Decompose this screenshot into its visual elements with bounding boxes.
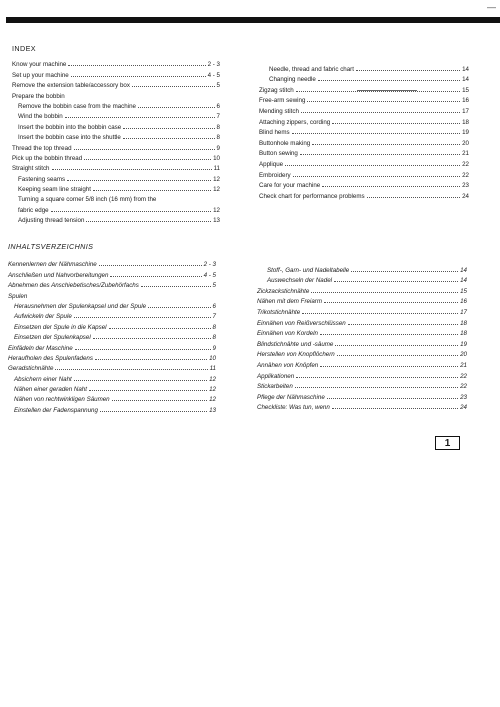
toc-entry-page: 15 bbox=[460, 287, 467, 295]
index-right-column bbox=[259, 62, 469, 200]
toc-entry-title: Know your machine bbox=[12, 61, 67, 69]
toc-entry-title: Nähen einer geraden Naht bbox=[14, 386, 87, 394]
toc-entry-title: Einnähen von Kordeln bbox=[257, 330, 318, 338]
toc-leader-dots bbox=[71, 76, 206, 77]
index-heading: INDEX bbox=[12, 44, 36, 53]
toc-entry-title: Geradstichnähte bbox=[8, 365, 54, 373]
toc-entry-page: 20 bbox=[460, 351, 467, 359]
toc-entry bbox=[8, 341, 216, 351]
toc-entry bbox=[12, 89, 220, 99]
toc-entry-title: Annähen von Knöpfen bbox=[257, 361, 319, 369]
toc-leader-dots bbox=[109, 328, 211, 329]
toc-leader-dots bbox=[293, 176, 460, 177]
toc-entry bbox=[257, 380, 467, 391]
toc-leader-dots bbox=[123, 138, 215, 139]
toc-entry bbox=[8, 393, 216, 403]
toc-entry-title: Herausnehmen der Spulenkapsel und der Spule bbox=[14, 302, 147, 310]
toc-entry-page: 16 bbox=[460, 298, 467, 306]
toc-entry-page: 17 bbox=[462, 107, 469, 115]
toc-entry bbox=[257, 316, 467, 327]
toc-entry-title: Absichern einer Naht bbox=[14, 375, 72, 383]
toc-entry bbox=[259, 73, 469, 84]
toc-entry-title: Aufwickeln der Spule bbox=[14, 313, 72, 321]
toc-entry bbox=[8, 372, 216, 382]
toc-entry-title: Remove the bobbin case from the machine bbox=[18, 102, 136, 110]
toc-entry-title: Auswechseln der Nadel bbox=[267, 277, 333, 285]
toc-entry-title: Pflege der Nähmaschine bbox=[257, 393, 325, 401]
toc-entry bbox=[12, 120, 220, 130]
toc-entry bbox=[12, 193, 220, 203]
toc-entry-title: Needle, thread and fabric chart bbox=[269, 65, 354, 73]
toc-entry-title: Free-arm sewing bbox=[259, 97, 306, 105]
toc-entry bbox=[12, 214, 220, 224]
toc-leader-dots bbox=[89, 390, 207, 391]
toc-leader-dots bbox=[334, 281, 458, 282]
toc-entry-page: 12 bbox=[213, 206, 220, 214]
toc-entry-title: Adjusting thread tension bbox=[18, 217, 85, 225]
toc-entry bbox=[257, 401, 467, 412]
toc-entry-page: 22 bbox=[460, 383, 467, 391]
toc-entry bbox=[259, 126, 469, 137]
toc-entry bbox=[259, 157, 469, 168]
toc-leader-dots bbox=[285, 165, 460, 166]
toc-entry-title: Keeping seam line straight bbox=[18, 186, 91, 194]
inhaltsverzeichnis-heading: INHALTSVERZEICHNIS bbox=[8, 242, 94, 251]
toc-leader-dots bbox=[74, 149, 215, 150]
toc-entry-title: Thread the top thread bbox=[12, 144, 72, 152]
toc-entry-title: Einfädeln der Maschine bbox=[8, 344, 73, 352]
toc-entry-page: 10 bbox=[209, 354, 216, 362]
toc-leader-dots bbox=[332, 123, 460, 124]
toc-leader-dots bbox=[356, 70, 460, 71]
toc-entry-title: Fastening seams bbox=[18, 175, 66, 183]
toc-leader-dots bbox=[112, 400, 207, 401]
toc-entry-title: Straight stitch bbox=[12, 165, 50, 173]
toc-entry bbox=[257, 305, 467, 316]
toc-entry-title: Changing needle bbox=[269, 76, 316, 84]
corner-mark: — bbox=[487, 2, 496, 12]
toc-entry-page: 8 bbox=[216, 134, 220, 142]
toc-entry bbox=[12, 79, 220, 89]
toc-leader-dots bbox=[55, 369, 207, 370]
toc-leader-dots bbox=[86, 221, 211, 222]
toc-leader-dots bbox=[132, 86, 215, 87]
toc-entry-page: 12 bbox=[209, 386, 216, 394]
toc-entry bbox=[8, 320, 216, 330]
toc-entry-page: 22 bbox=[462, 160, 469, 168]
toc-entry-page: 14 bbox=[460, 266, 467, 274]
toc-entry bbox=[12, 183, 220, 193]
toc-leader-dots bbox=[348, 324, 458, 325]
toc-entry-title: Blindstichnähte und -säume bbox=[257, 340, 334, 348]
toc-entry bbox=[12, 131, 220, 141]
toc-leader-dots bbox=[84, 159, 211, 160]
toc-entry-title: Insert the bobbin into the bobbin case bbox=[18, 123, 122, 131]
toc-leader-dots bbox=[318, 80, 460, 81]
toc-leader-dots bbox=[367, 197, 461, 198]
toc-entry bbox=[259, 168, 469, 179]
toc-entry-title: Einstellen der Fadenspannung bbox=[14, 406, 98, 414]
toc-leader-dots bbox=[295, 387, 458, 388]
toc-entry bbox=[259, 136, 469, 147]
toc-entry-title: Spulen bbox=[8, 292, 28, 300]
toc-entry-title: Insert the bobbin case into the shuttle bbox=[18, 134, 121, 142]
page-number-box bbox=[435, 436, 460, 450]
toc-entry-page: 17 bbox=[460, 308, 467, 316]
toc-entry-page: 14 bbox=[462, 76, 469, 84]
toc-entry-page: 4 - 5 bbox=[203, 271, 216, 279]
toc-entry-page: 8 bbox=[212, 334, 216, 342]
toc-entry-page: 19 bbox=[460, 340, 467, 348]
toc-entry-title: Trikotstichnähte bbox=[257, 308, 301, 316]
toc-leader-dots bbox=[100, 411, 207, 412]
inhalt-left-column bbox=[8, 258, 216, 414]
toc-entry-title: Herstellen von Knopflöchern bbox=[257, 351, 335, 359]
toc-entry-page: 6 bbox=[212, 302, 216, 310]
toc-entry-page: 10 bbox=[213, 154, 220, 162]
toc-entry-page: 9 bbox=[216, 144, 220, 152]
toc-entry bbox=[12, 141, 220, 151]
toc-leader-dots bbox=[65, 117, 215, 118]
toc-entry-page: 21 bbox=[462, 150, 469, 158]
toc-leader-dots bbox=[74, 317, 211, 318]
toc-entry-page: 12 bbox=[213, 186, 220, 194]
toc-entry bbox=[8, 362, 216, 372]
toc-leader-dots bbox=[138, 107, 215, 108]
toc-entry bbox=[12, 203, 220, 213]
toc-entry-page: 8 bbox=[216, 123, 220, 131]
toc-leader-dots bbox=[292, 133, 461, 134]
toc-leader-dots bbox=[335, 345, 458, 346]
toc-entry bbox=[257, 295, 467, 306]
toc-entry-page: 18 bbox=[460, 330, 467, 338]
toc-entry-page: 5 bbox=[212, 282, 216, 290]
toc-entry-page: 24 bbox=[462, 192, 469, 200]
toc-entry-page: 18 bbox=[460, 319, 467, 327]
toc-entry-title: Kennenlernen der Nähmaschine bbox=[8, 261, 97, 269]
toc-entry-title: Remove the extension table/accessory box bbox=[12, 82, 130, 90]
toc-entry-title: Stickarbeiten bbox=[257, 383, 293, 391]
toc-entry-title: Einnähen von Reißverschlüssen bbox=[257, 319, 346, 327]
toc-entry bbox=[8, 352, 216, 362]
toc-entry-page: 9 bbox=[212, 344, 216, 352]
toc-entry-title: Nähen mit dem Freiarm bbox=[257, 298, 322, 306]
toc-entry-page: 24 bbox=[460, 404, 467, 412]
toc-leader-dots bbox=[320, 334, 458, 335]
toc-entry-title: Pick up the bobbin thread bbox=[12, 154, 83, 162]
toc-entry-page: 22 bbox=[460, 372, 467, 380]
toc-entry bbox=[12, 68, 220, 78]
toc-leader-dots bbox=[51, 211, 211, 212]
toc-entry bbox=[259, 83, 469, 94]
toc-entry-title: Prepare the bobbin bbox=[12, 92, 65, 100]
toc-entry-page: 23 bbox=[460, 393, 467, 401]
toc-leader-dots bbox=[302, 313, 458, 314]
toc-entry-page: 13 bbox=[209, 406, 216, 414]
toc-entry-page: 21 bbox=[460, 361, 467, 369]
toc-entry bbox=[259, 189, 469, 200]
toc-entry-page: 7 bbox=[212, 313, 216, 321]
toc-leader-dots bbox=[320, 366, 458, 367]
toc-leader-dots bbox=[52, 169, 212, 170]
toc-entry-page: 11 bbox=[213, 165, 220, 173]
toc-entry-page: 2 - 3 bbox=[207, 61, 220, 69]
toc-entry-page: 7 bbox=[216, 113, 220, 121]
toc-leader-dots bbox=[322, 186, 460, 187]
toc-entry-title: fabric edge bbox=[18, 206, 49, 214]
toc-entry bbox=[259, 147, 469, 158]
toc-entry bbox=[12, 172, 220, 182]
toc-entry bbox=[257, 284, 467, 295]
toc-leader-dots bbox=[148, 307, 210, 308]
toc-leader-dots bbox=[95, 359, 207, 360]
toc-entry-title: Wind the bobbin bbox=[18, 113, 63, 121]
toc-leader-dots bbox=[327, 398, 458, 399]
toc-entry bbox=[257, 263, 467, 274]
toc-entry-title: Attaching zippers, cording bbox=[259, 118, 331, 126]
toc-entry-title: Embroidery bbox=[259, 171, 291, 179]
toc-entry bbox=[12, 100, 220, 110]
toc-leader-dots bbox=[93, 190, 211, 191]
toc-entry-page: 2 - 3 bbox=[203, 261, 216, 269]
toc-entry-title: Heraufholen des Spulenfadens bbox=[8, 354, 93, 362]
toc-entry bbox=[8, 331, 216, 341]
toc-entry bbox=[8, 403, 216, 413]
toc-entry-page: 16 bbox=[462, 97, 469, 105]
toc-leader-dots bbox=[93, 338, 211, 339]
toc-entry-page: 23 bbox=[462, 182, 469, 190]
toc-entry-page: 18 bbox=[462, 118, 469, 126]
toc-entry bbox=[259, 115, 469, 126]
toc-entry bbox=[12, 152, 220, 162]
toc-entry-title: Checkliste: Was tun, wenn bbox=[257, 404, 330, 412]
toc-leader-dots bbox=[75, 349, 211, 350]
toc-entry-page: 20 bbox=[462, 139, 469, 147]
toc-leader-dots bbox=[68, 65, 205, 66]
toc-entry bbox=[257, 348, 467, 359]
toc-entry-title: Turning a square corner 5/8 inch (16 mm) from the bbox=[18, 196, 157, 204]
toc-entry-title: Care for your machine bbox=[259, 182, 321, 190]
toc-entry-title: Blind hems bbox=[259, 129, 290, 137]
toc-leader-dots bbox=[324, 302, 458, 303]
toc-entry-title: Stoff-, Garn- und Nadeltabelle bbox=[267, 266, 350, 274]
toc-entry bbox=[8, 300, 216, 310]
toc-entry-page: 19 bbox=[462, 129, 469, 137]
toc-leader-dots bbox=[300, 154, 460, 155]
toc-entry-page: 14 bbox=[462, 65, 469, 73]
toc-entry bbox=[257, 369, 467, 380]
toc-entry-title: Applikationen bbox=[257, 372, 295, 380]
toc-entry bbox=[12, 58, 220, 68]
toc-leader-dots bbox=[141, 286, 211, 287]
toc-entry bbox=[259, 179, 469, 190]
toc-entry-page: 12 bbox=[209, 396, 216, 404]
toc-entry bbox=[259, 62, 469, 73]
toc-entry bbox=[12, 110, 220, 120]
page-number: 1 bbox=[444, 437, 451, 449]
toc-entry-page: 8 bbox=[212, 323, 216, 331]
toc-entry bbox=[8, 268, 216, 278]
toc-entry bbox=[8, 310, 216, 320]
toc-leader-dots bbox=[99, 265, 202, 266]
toc-entry-title: Abnehmen des Anschiebetisches/Zubehörfachs bbox=[8, 282, 139, 290]
toc-leader-dots bbox=[301, 112, 460, 113]
toc-entry bbox=[8, 258, 216, 268]
toc-entry-title: Nähen von rechtwinkligen Säumen bbox=[14, 396, 110, 404]
toc-entry-title: Check chart for performance problems bbox=[259, 192, 365, 200]
toc-entry-title: Zigzag stitch bbox=[259, 86, 294, 94]
toc-entry bbox=[259, 94, 469, 105]
toc-entry bbox=[257, 337, 467, 348]
toc-entry-title: Applique bbox=[259, 160, 284, 168]
toc-entry bbox=[259, 104, 469, 115]
toc-leader-dots bbox=[67, 180, 211, 181]
index-left-column bbox=[12, 58, 220, 224]
toc-leader-dots bbox=[110, 276, 201, 277]
toc-entry-page: 6 bbox=[216, 102, 220, 110]
toc-entry bbox=[257, 358, 467, 369]
toc-entry-title: Anschließen und Nahvorbereitungen bbox=[8, 271, 109, 279]
toc-entry-title: Set up your machine bbox=[12, 71, 69, 79]
strike-mark bbox=[357, 90, 417, 91]
toc-entry-page: 12 bbox=[209, 375, 216, 383]
toc-entry-title: Mending stitch bbox=[259, 107, 299, 115]
toc-leader-dots bbox=[332, 408, 458, 409]
toc-entry-title: Button sewing bbox=[259, 150, 298, 158]
toc-entry-title: Einsetzen der Spule in die Kapsel bbox=[14, 323, 107, 331]
toc-entry bbox=[12, 162, 220, 172]
toc-entry-page: 14 bbox=[460, 277, 467, 285]
top-rule bbox=[6, 17, 500, 23]
toc-entry-page: 11 bbox=[209, 365, 216, 373]
toc-leader-dots bbox=[311, 292, 458, 293]
toc-entry bbox=[8, 383, 216, 393]
toc-entry-page: 4 - 5 bbox=[207, 71, 220, 79]
toc-entry bbox=[257, 274, 467, 285]
toc-entry bbox=[257, 327, 467, 338]
toc-entry bbox=[257, 390, 467, 401]
toc-entry-page: 13 bbox=[213, 217, 220, 225]
toc-leader-dots bbox=[123, 128, 214, 129]
toc-leader-dots bbox=[312, 144, 460, 145]
toc-entry-page: 15 bbox=[462, 86, 469, 94]
toc-entry bbox=[8, 289, 216, 299]
toc-entry-title: Zickzackstichnähte bbox=[257, 287, 310, 295]
toc-leader-dots bbox=[74, 380, 207, 381]
toc-leader-dots bbox=[351, 271, 458, 272]
inhalt-right-column bbox=[257, 263, 467, 411]
toc-leader-dots bbox=[337, 355, 458, 356]
toc-entry-page: 5 bbox=[216, 82, 220, 90]
toc-entry bbox=[8, 279, 216, 289]
toc-entry-page: 22 bbox=[462, 171, 469, 179]
toc-entry-title: Buttonhole making bbox=[259, 139, 311, 147]
toc-leader-dots bbox=[307, 101, 460, 102]
toc-entry-page: 12 bbox=[213, 175, 220, 183]
toc-leader-dots bbox=[296, 377, 458, 378]
toc-entry-title: Einsetzen der Spulenkapsel bbox=[14, 334, 91, 342]
